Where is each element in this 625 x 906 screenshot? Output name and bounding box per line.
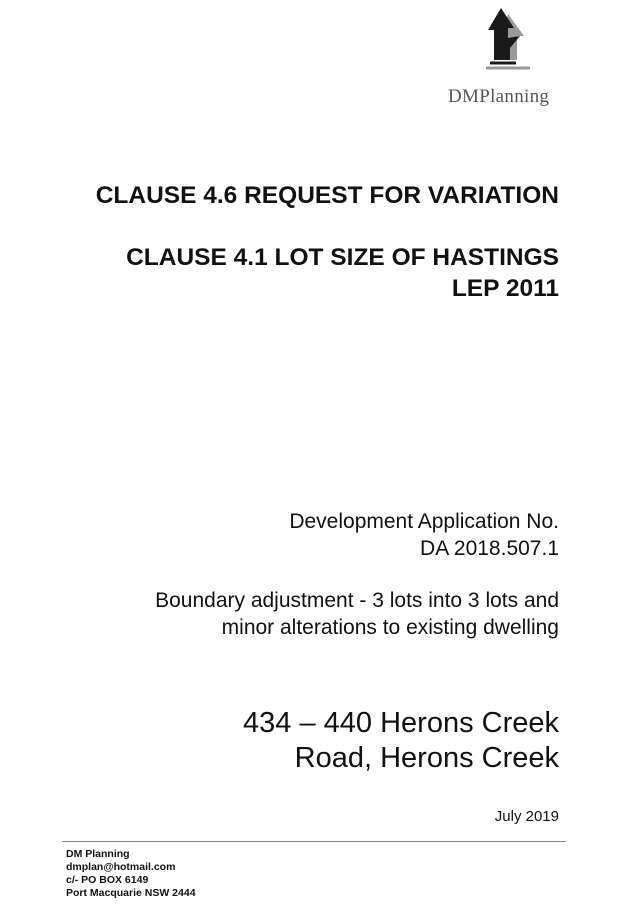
- address-line-1: 434 – 440 Herons Creek: [243, 707, 559, 739]
- footer-po-box: c/- PO BOX 6149: [66, 874, 149, 886]
- footer-email: dmplan@hotmail.com: [66, 861, 176, 873]
- description-line-1: Boundary adjustment - 3 lots into 3 lots and: [155, 589, 559, 612]
- document-subtitle: [19, 242, 559, 304]
- logo-wordmark: DMPlanning: [448, 86, 550, 107]
- title-line-1: CLAUSE 4.6 REQUEST FOR VARIATION: [95, 182, 559, 209]
- footer-company: DM Planning: [66, 848, 130, 860]
- application-label: Development Application No.: [289, 510, 559, 533]
- footer-locality: Port Macquarie NSW 2444: [66, 887, 196, 899]
- document-title: [19, 180, 559, 211]
- subtitle-line-2: LEP 2011: [451, 275, 559, 302]
- application-number: DA 2018.507.1: [420, 537, 559, 560]
- house-arrow-icon: [476, 8, 536, 84]
- company-logo: [440, 8, 570, 107]
- subtitle-line-1: CLAUSE 4.1 LOT SIZE OF HASTINGS: [126, 244, 559, 271]
- description-block: [155, 587, 559, 641]
- application-block: [289, 508, 559, 562]
- footer-contact: [66, 848, 196, 900]
- address-line-2: Road, Herons Creek: [294, 742, 559, 774]
- address-block: [243, 706, 559, 776]
- footer-divider: [62, 841, 566, 842]
- description-line-2: minor alterations to existing dwelling: [221, 616, 559, 639]
- document-date: July 2019: [494, 808, 559, 825]
